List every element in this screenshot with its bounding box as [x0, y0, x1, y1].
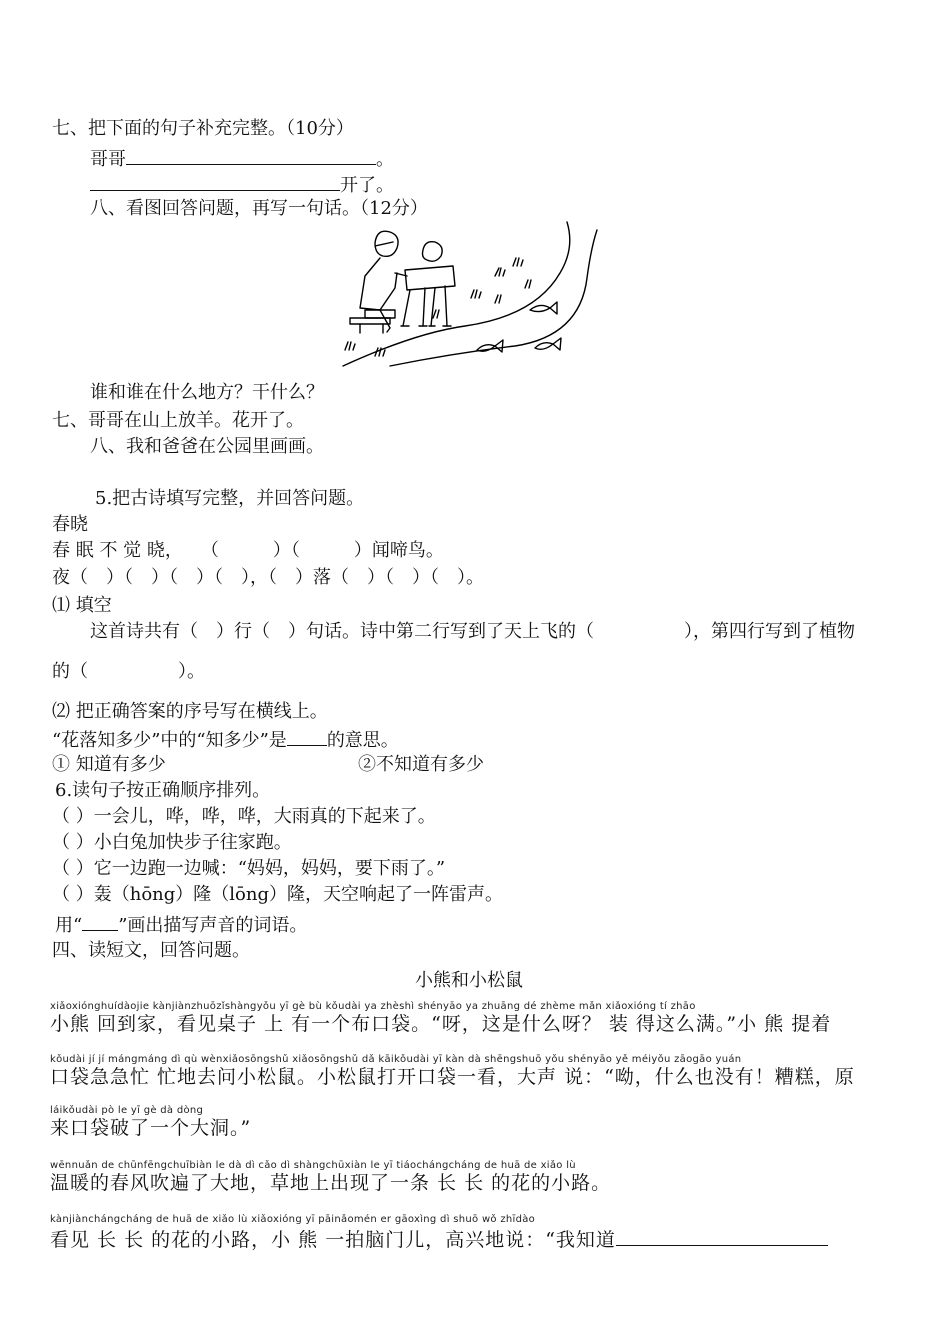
story-line: 口袋急急忙 忙地去问小松鼠。小松鼠打开口袋一看，大声 说：“呦，什么也没有！糟糕，原	[50, 1066, 855, 1088]
underline-sample	[82, 912, 118, 931]
answer-blank[interactable]	[616, 1225, 828, 1246]
pinyin-line: kànjiànchángcháng de huā de xiǎo lù xiǎoxióng yī pāinǎomén er gāoxìng dì shuō wǒ zhīdào	[50, 1214, 536, 1225]
picture-drawing-illustration	[335, 218, 605, 368]
answer-8: 八、我和爸爸在公园里画画。	[90, 436, 324, 457]
poem-line-1: 春 眠 不 觉 晓， （ ）（ ）闻啼鸟。	[52, 540, 444, 561]
story-line: 来口袋破了一个大洞。”	[50, 1117, 252, 1139]
reading-heading: 四、读短文，回答问题。	[52, 940, 250, 961]
underline-instruction	[55, 912, 307, 937]
option-1: ① 知道有多少	[52, 754, 166, 775]
order-item: （ ）一会儿，哗，哗，哗，大雨真的下起来了。	[52, 806, 436, 827]
blank-1[interactable]	[126, 146, 376, 165]
story-line: 小熊 回到家，看见桌子 上 有一个布口袋。“呀，这是什么呀？ 装 得这么满。”小 熊 提着	[50, 1013, 832, 1035]
poem-line-2: 夜（ ）（ ）（ ）（ ），（ ）落（ ）（ ）（ ）。	[52, 567, 484, 588]
underline-instruction-b: ”画出描写声音的词语。	[118, 915, 308, 936]
fill-line-1-end: 。	[376, 149, 394, 170]
q1-text: 这首诗共有（ ）行（ ）句话。诗中第二行写到了天上飞的（ ），第四行写到了植物	[90, 621, 855, 642]
section-8-heading: 八、看图回答问题，再写一句话。（12分）	[90, 198, 428, 219]
story-title: 小熊和小松鼠	[415, 970, 523, 991]
q2-text-a: “花落知多少”中的“知多少”是	[52, 730, 287, 751]
fill-line-1	[90, 146, 394, 171]
order-item: （ ）小白兔加快步子往家跑。	[52, 832, 292, 853]
fill-line-1-start: 哥哥	[90, 149, 126, 170]
pinyin-line: wēnnuǎn de chūnfēngchuībiàn le dà dì cǎo dì shàngchūxiàn le yī tiáochángcháng de huā de xiǎo lù	[50, 1160, 576, 1171]
pinyin-line: kǒudài jí jí mángmáng dì qù wènxiǎosōngshǔ xiǎosōngshǔ dǎ kāikǒudài yī kàn dà shēngshuō yǒu shényāo yě méiyǒu zāogāo yuán	[50, 1054, 742, 1065]
option-2: ②不知道有多少	[358, 754, 484, 775]
q1-continuation: 的（ ）。	[52, 661, 205, 682]
answer-7: 七、哥哥在山上放羊。花开了。	[52, 410, 304, 431]
poem-title: 春晓	[52, 514, 88, 535]
story-line	[50, 1225, 828, 1252]
order-item: （ ）它一边跑一边喊：“妈妈，妈妈，要下雨了。”	[52, 858, 446, 879]
story-line-text: 看见 长 长 的花的小路，小 熊 一拍脑门儿，高兴地说：“我知道	[50, 1229, 616, 1251]
picture-question: 谁和谁在什么地方？干什么？	[90, 382, 324, 403]
q1-label: ⑴ 填空	[52, 595, 112, 616]
order-instruction: 6.读句子按正确顺序排列。	[55, 780, 271, 801]
q2-label: ⑵ 把正确答案的序号写在横线上。	[52, 701, 328, 722]
fill-line-2	[90, 172, 394, 197]
q2-blank[interactable]	[287, 727, 327, 746]
underline-instruction-a: 用“	[55, 915, 83, 936]
q2-text	[52, 727, 399, 752]
pinyin-line: xiǎoxiónghuídàojie kànjiànzhuōzǐshàngyǒu yī gè bù kǒudài ya zhèshì shényāo ya zhuāng dé zhème mǎn xiǎoxióng tí zhāo	[50, 1001, 696, 1012]
story-line: 温暖的春风吹遍了大地，草地上出现了一条 长 长 的花的小路。	[50, 1172, 612, 1194]
pinyin-line: láikǒudài pò le yī gè dà dòng	[50, 1105, 204, 1116]
q2-text-b: 的意思。	[326, 730, 399, 751]
order-item: （ ）轰（hōng）隆（lōng）隆，天空响起了一阵雷声。	[52, 884, 503, 905]
fill-line-2-end: 开了。	[340, 175, 394, 196]
blank-2[interactable]	[90, 172, 340, 191]
poem-instruction: 5.把古诗填写完整，并回答问题。	[95, 488, 365, 509]
section-7-heading: 七、把下面的句子补充完整。（10分）	[52, 118, 354, 139]
